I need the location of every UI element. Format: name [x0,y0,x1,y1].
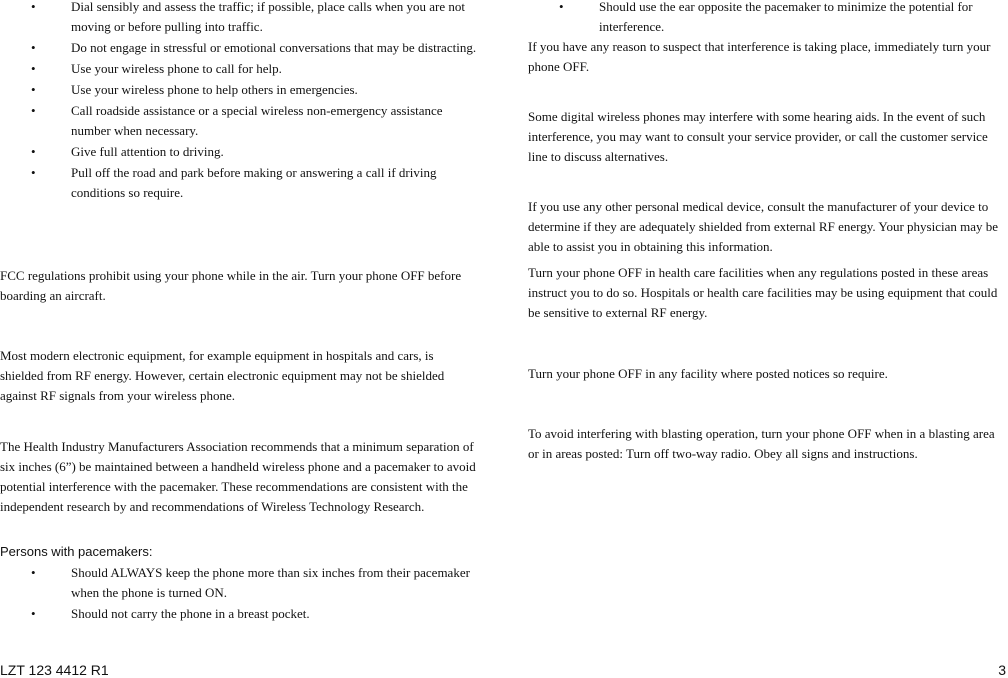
list-item [0,59,480,79]
list-item [0,142,480,162]
bullet-icon: • [31,165,36,180]
bullet-icon: • [31,606,36,621]
list-item [0,604,480,624]
list-item-text: Do not engage in stressful or emotional conversations that may be distracting. [71,40,477,55]
list-item [528,0,1006,37]
ear-bullet-list [528,0,1006,38]
list-item-text: Should not carry the phone in a breast pocket. [71,606,310,621]
bullet-icon: • [31,61,36,76]
list-item [0,563,480,603]
list-item [0,0,480,37]
page-number: 3 [998,662,1006,678]
bullet-icon: • [31,144,36,159]
list-item [0,101,480,141]
list-item [0,80,480,100]
bullet-icon: • [31,82,36,97]
medical-device-paragraph: If you use any other personal medical device, consult the manufacturer of your device to determine if they are adequately shielded from external RF energy. Your physician may be able to assist you in obtaining this information. [528,199,999,254]
bullet-icon: • [31,103,36,118]
interference-paragraph: If you have any reason to suspect that interference is taking place, immediately turn your phone OFF. [528,39,991,74]
list-item-text: Call roadside assistance or a special wireless non-emergency assistance number when necessary. [71,103,443,138]
list-item-text: Use your wireless phone to call for help. [71,61,282,76]
list-item-text: Dial sensibly and assess the traffic; if possible, place calls when you are not moving or before pulling into traffic. [71,0,465,34]
bullet-icon: • [31,40,36,55]
list-item-text: Should use the ear opposite the pacemaker to minimize the potential for interference. [599,0,973,34]
bullet-icon: • [559,0,564,14]
bullet-icon: • [31,565,36,580]
list-item-text: Give full attention to driving. [71,144,224,159]
bullet-icon: • [31,0,36,14]
posted-facility-paragraph: Turn your phone OFF in any facility where posted notices so require. [528,366,888,381]
driving-tips-list [0,0,480,204]
pacemaker-bullets-list [0,563,480,625]
health-care-paragraph: Turn your phone OFF in health care facilities when any regulations posted in these areas instruct you to do so. Hospitals or health care facilities may be using equipment that could be sensitive to external RF energy. [528,265,998,320]
list-item-text: Pull off the road and park before making or answering a call if driving conditions so require. [71,165,437,200]
electronic-equipment-paragraph: Most modern electronic equipment, for example equipment in hospitals and cars, is shielded from RF energy. However, certain electronic equipment may not be shielded against RF signals from your wireless phone. [0,348,445,403]
aircraft-paragraph: FCC regulations prohibit using your phone while in the air. Turn your phone OFF before boarding an aircraft. [0,268,462,303]
document-code: LZT 123 4412 R1 [0,662,109,678]
blasting-paragraph: To avoid interfering with blasting operation, turn your phone OFF when in a blasting area or in areas posted: Turn off two-way radio. Obey all signs and instructions. [528,426,995,461]
persons-with-pacemakers-label: Persons with pacemakers: [0,544,153,559]
list-item-text: Should ALWAYS keep the phone more than six inches from their pacemaker when the phone is turned ON. [71,565,470,600]
list-item-text: Use your wireless phone to help others in emergencies. [71,82,358,97]
pacemaker-paragraph: The Health Industry Manufacturers Association recommends that a minimum separation of six inches (6”) be maintained between a handheld wireless phone and a pacemaker to avoid potential interference with the pacemaker. These recommendations are consistent with the independent research by and recommendations of Wireless Technology Research. [0,439,476,514]
list-item [0,163,480,203]
list-item [0,38,480,58]
hearing-aids-paragraph: Some digital wireless phones may interfere with some hearing aids. In the event of such interference, you may want to consult your service provider, or call the customer service line to discuss alternatives. [528,109,988,164]
